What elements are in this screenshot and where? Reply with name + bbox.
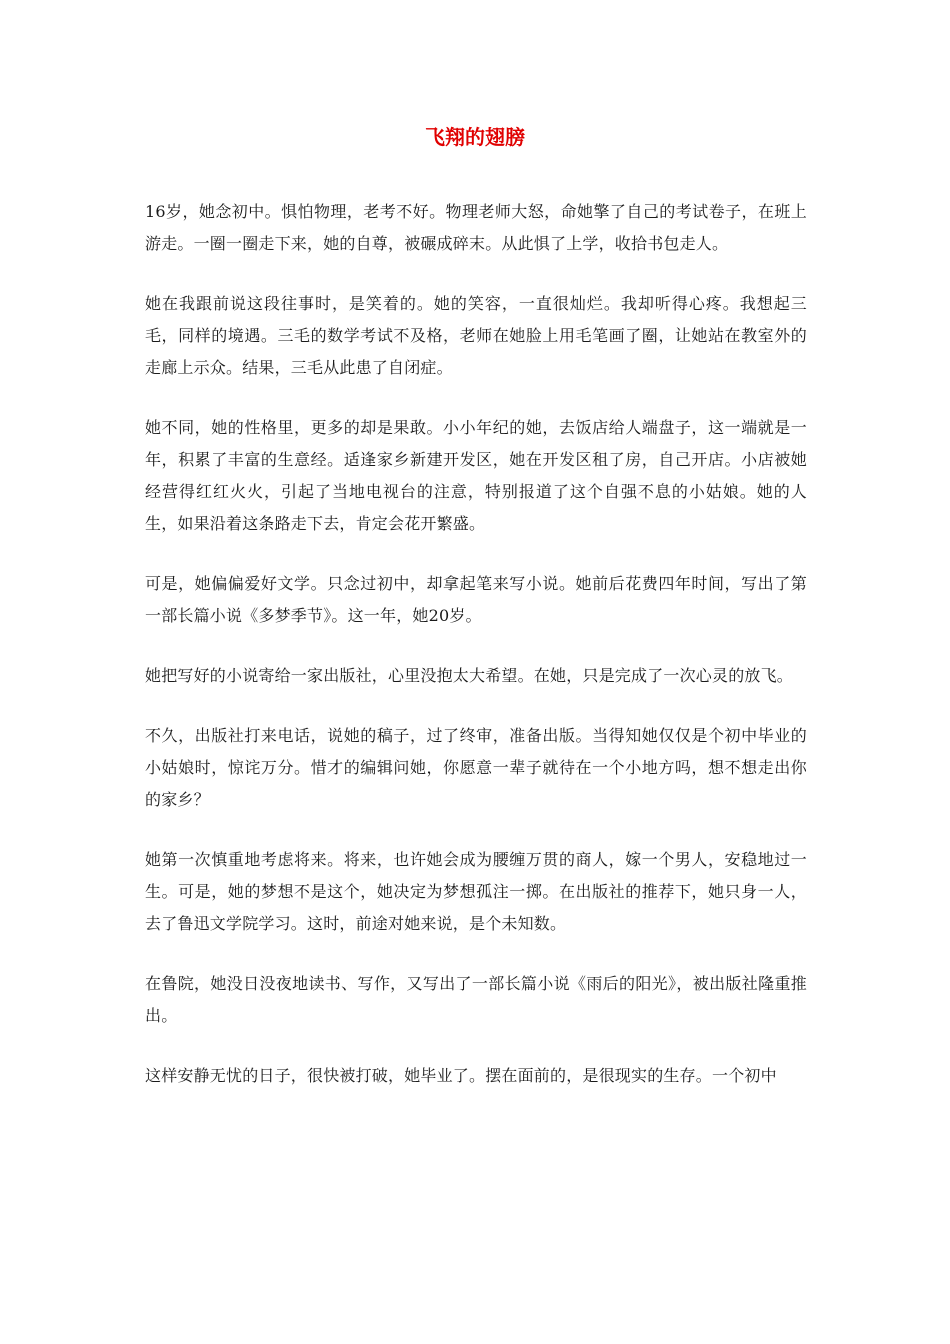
paragraph: 她不同，她的性格里，更多的却是果敢。小小年纪的她，去饭店给人端盘子，这一端就是一年，积累了丰富的生意经。适逢家乡新建开发区，她在开发区租了房，自己开店。小店被她经营得红红火火，引起了当地电视台的注意，特别报道了这个自强不息的小姑娘。她的人生，如果沿着这条路走下去，肯定会花开繁盛。 [145, 418, 807, 533]
paragraph: 她在我跟前说这段往事时，是笑着的。她的笑容，一直很灿烂。我却听得心疼。我想起三毛，同样的境遇。三毛的数学考试不及格，老师在她脸上用毛笔画了圈，让她站在教室外的走廊上示众。结果，三毛从此患了自闭症。 [145, 294, 807, 377]
paragraph: 她把写好的小说寄给一家出版社，心里没抱太大希望。在她，只是完成了一次心灵的放飞。 [145, 666, 794, 685]
paragraph: 16岁，她念初中。惧怕物理，老考不好。物理老师大怒，命她擎了自己的考试卷子，在班上游走。一圈一圈走下来，她的自尊，被碾成碎末。从此惧了上学，收拾书包走人。 [145, 202, 807, 253]
paragraph: 不久，出版社打来电话，说她的稿子，过了终审，准备出版。当得知她仅仅是个初中毕业的小姑娘时，惊诧万分。惜才的编辑问她，你愿意一辈子就待在一个小地方吗，想不想走出你的家乡？ [145, 726, 807, 809]
paragraph: 在鲁院，她没日没夜地读书、写作，又写出了一部长篇小说《雨后的阳光》，被出版社隆重推出。 [145, 974, 807, 1025]
paragraph: 这样安静无忧的日子，很快被打破，她毕业了。摆在面前的，是很现实的生存。一个初中 [145, 1066, 777, 1085]
paragraph: 可是，她偏偏爱好文学。只念过初中，却拿起笔来写小说。她前后花费四年时间，写出了第一部长篇小说《多梦季节》。这一年，她20岁。 [145, 574, 807, 625]
page-title: 飞翔的翅膀 [425, 125, 525, 149]
paragraph: 她第一次慎重地考虑将来。将来，也许她会成为腰缠万贯的商人，嫁一个男人，安稳地过一生。可是，她的梦想不是这个，她决定为梦想孤注一掷。在出版社的推荐下，她只身一人，去了鲁迅文学院学习。这时，前途对她来说，是个未知数。 [145, 850, 807, 933]
article-body [145, 196, 807, 1120]
